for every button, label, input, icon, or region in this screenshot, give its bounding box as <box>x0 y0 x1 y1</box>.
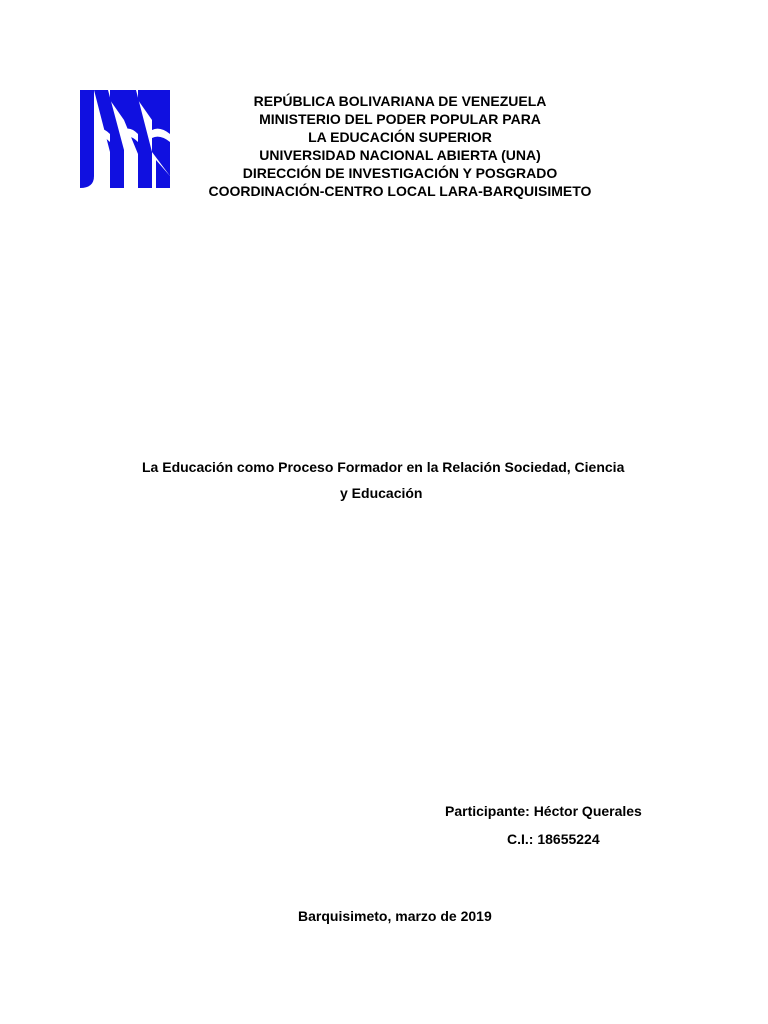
title-line-2: y Educación <box>340 485 423 501</box>
header-line-university: UNIVERSIDAD NACIONAL ABIERTA (UNA) <box>259 147 541 163</box>
institution-header <box>170 92 630 200</box>
header-line-direction: DIRECCIÓN DE INVESTIGACIÓN Y POSGRADO <box>242 165 558 181</box>
una-logo-icon <box>80 90 170 188</box>
title-line-1: La Educación como Proceso Formador en la Relación Sociedad, Ciencia <box>142 459 625 475</box>
participant-name: Participante: Héctor Querales <box>445 803 642 819</box>
participant-id: C.I.: 18655224 <box>507 831 600 847</box>
document-title <box>130 454 670 506</box>
place-date: Barquisimeto, marzo de 2019 <box>298 908 492 924</box>
header-line-coordination: COORDINACIÓN-CENTRO LOCAL LARA-BARQUISIMETO <box>208 183 592 199</box>
header-line-ministry: MINISTERIO DEL PODER POPULAR PARA <box>259 111 541 127</box>
header-line-republic: REPÚBLICA BOLIVARIANA DE VENEZUELA <box>253 93 547 109</box>
header-line-higher-education: LA EDUCACIÓN SUPERIOR <box>308 129 492 145</box>
